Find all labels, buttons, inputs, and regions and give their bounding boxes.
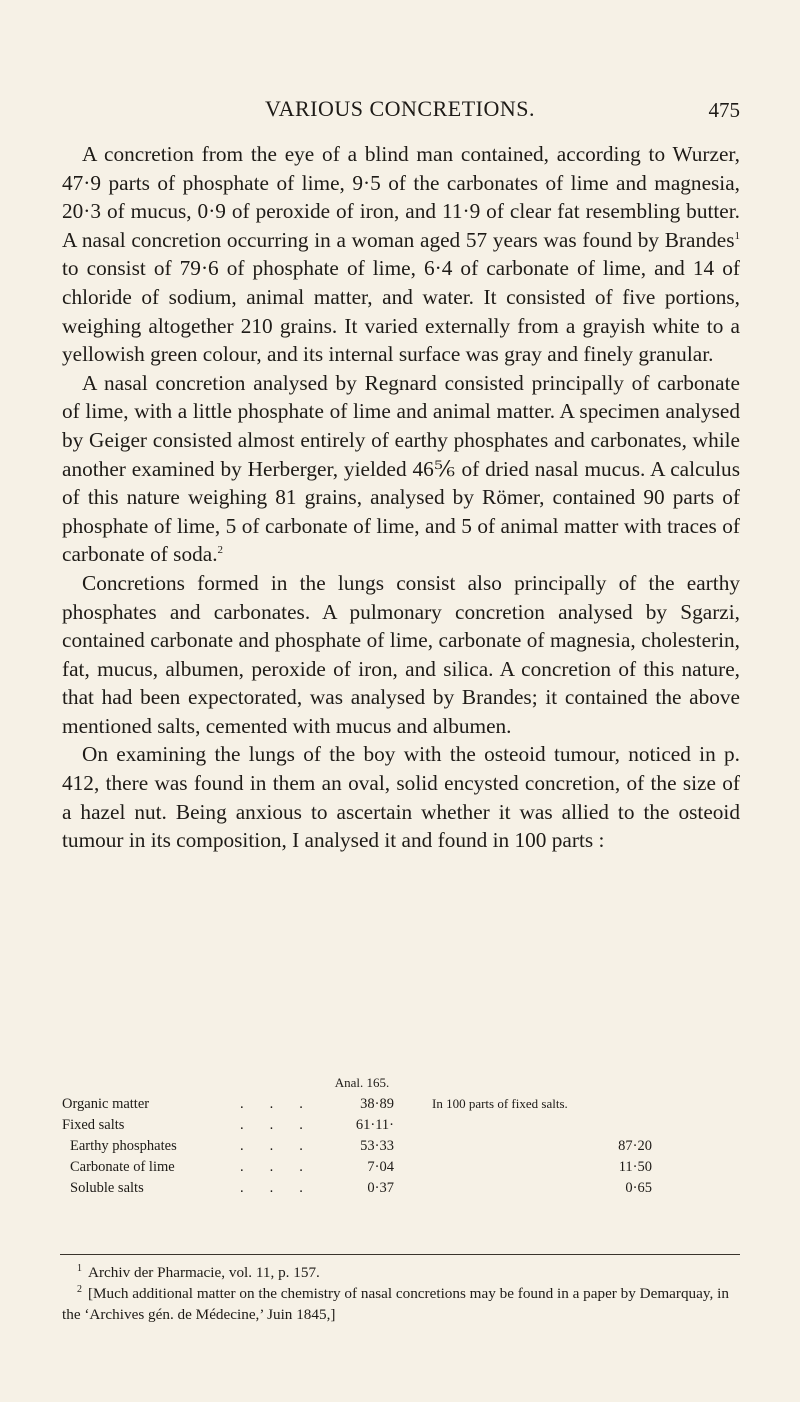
table-row <box>62 1180 740 1201</box>
row-value-anal: 53·33 <box>360 1138 394 1154</box>
leader-dots: ... <box>240 1180 329 1196</box>
table-row <box>62 1117 740 1138</box>
paragraph-nasal-analyses <box>62 369 740 569</box>
row-label: Carbonate of lime <box>70 1159 175 1175</box>
body-text <box>62 140 740 855</box>
footnote-text: [Much additional matter on the chemistry of nasal concretions may be found in a paper by Demarquay, in the ‘Archives gén. de Médecine,’ Juin 1845,] <box>62 1285 729 1323</box>
leader-dots: ... <box>240 1117 329 1133</box>
table-row <box>62 1096 740 1117</box>
footnote-1: 1 Archiv der Pharmacie, vol. 11, p. 157. <box>77 1262 320 1281</box>
paragraph-osteoid-tumour <box>62 740 740 854</box>
footnote-text: Archiv der Pharmacie, vol. 11, p. 157. <box>88 1264 320 1281</box>
row-value-anal: 7·04 <box>367 1159 394 1175</box>
column-header-anal: Anal. 165. <box>334 1075 390 1090</box>
footnote-divider <box>60 1254 740 1255</box>
running-title: VARIOUS CONCRETIONS. <box>265 96 535 121</box>
analysis-table <box>62 1075 740 1201</box>
column-header-fixed-salts: In 100 parts of fixed salts. <box>432 1096 568 1111</box>
leader-dots: ... <box>240 1138 329 1154</box>
row-value-anal: 38·89 <box>360 1096 394 1112</box>
table-header-row <box>62 1075 740 1096</box>
page-number: 475 <box>708 98 740 122</box>
paragraph-text: to consist of 79·6 of phosphate of lime, 6·4 of carbonate of lime, and 14 of chloride of sodium, animal matter, and water. It consisted of five portions, weighing altogether 210 grains. It varied externally from a grayish white to a yellowish green colour, and its internal surface was gray and finely granular. <box>62 256 740 367</box>
row-label: Fixed salts <box>62 1117 125 1133</box>
paragraph-text: A concretion from the eye of a blind man contained, according to Wurzer, 47·9 parts of phosphate of lime, 9·5 of the carbonates of lime and magnesia, 20·3 of mucus, 0·9 of peroxide of iron, and 11·9 of clear fat resembling butter. A nasal concretion occurring in a woman aged 57 years was found by Brandes <box>62 142 740 252</box>
row-value-fixed-salts: 11·50 <box>618 1159 652 1175</box>
leader-dots: ... <box>240 1096 329 1112</box>
row-value-fixed-salts: 87·20 <box>618 1138 652 1154</box>
paragraph-lung-concretions <box>62 569 740 741</box>
leader-dots: ... <box>240 1159 329 1175</box>
row-label: Soluble salts <box>70 1180 144 1196</box>
footnote-ref-2: 2 <box>217 544 224 557</box>
row-label: Organic matter <box>62 1096 150 1112</box>
table-row <box>62 1138 740 1159</box>
paragraph-text: A nasal concretion analysed by Regnard consisted principally of carbonate of lime, with a little phosphate of lime and animal matter. A specimen analysed by Geiger consisted almost entirely of earthy phosphates and carbonates, while another examined by Herberger, yielded 46⅚ of dried nasal mucus. A calculus of this nature weighing 81 grains, analysed by Römer, contained 90 parts of phosphate of lime, 5 of carbonate of lime, and 5 of animal matter with traces of carbonate of soda. <box>62 370 740 567</box>
paragraph-text: Concretions formed in the lungs consist also principally of the earthy phosphates and carbonates. A pulmonary concretion analysed by Sgarzi, contained carbonate and phosphate of lime, carbonate of magnesia, cholesterin, fat, mucus, albumen, peroxide of iron, and silica. A concretion of this nature, that had been expectorated, was analysed by Brandes; it contained the above mentioned salts, cemented with mucus and albumen. <box>62 570 740 738</box>
row-label: Earthy phosphates <box>70 1138 177 1154</box>
page-header <box>60 96 740 130</box>
row-value-anal: 0·37 <box>367 1180 394 1196</box>
footnote-ref-1: 1 <box>734 229 740 242</box>
row-value-anal: 61·11· <box>355 1117 394 1133</box>
row-value-fixed-salts: 0·65 <box>625 1180 652 1196</box>
paragraph-eye-and-nasal-concretions <box>62 140 740 369</box>
footnotes <box>62 1262 742 1325</box>
table-row <box>62 1159 740 1180</box>
paragraph-text: On examining the lungs of the boy with the osteoid tumour, noticed in p. 412, there was found in them an oval, solid encysted concretion, of the size of a hazel nut. Being anxious to ascertain whether it was allied to the osteoid tumour in its composition, I analysed it and found in 100 parts : <box>62 742 740 853</box>
footnote-2: 2 [Much additional matter on the chemistry of nasal concretions may be found in a paper by Demarquay, in the ‘Archives gén. de Médecine,’ Juin 1845,] <box>62 1283 729 1323</box>
